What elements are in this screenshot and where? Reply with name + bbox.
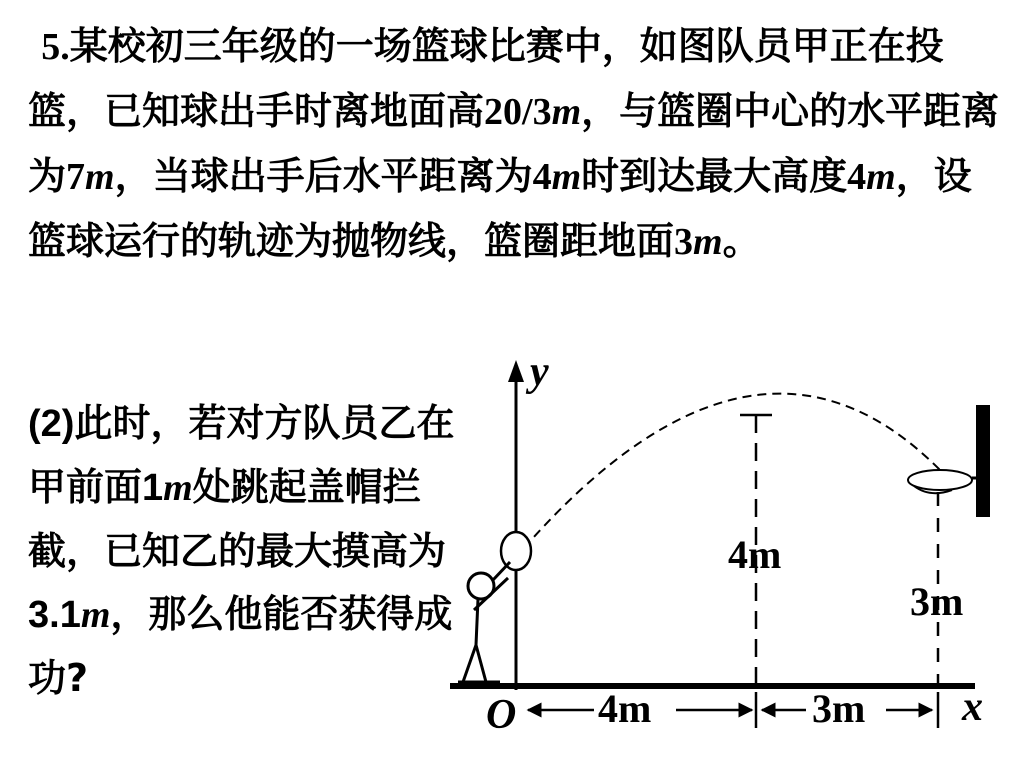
y-axis-arrow-icon	[508, 360, 524, 382]
question-label: (2)	[28, 403, 75, 445]
basketball	[501, 532, 531, 570]
problem-text-5: ，设篮球运行的轨迹为抛物线，篮圈距地面	[28, 154, 972, 263]
apex-x-value: 4	[532, 156, 552, 198]
y-axis-label: y	[530, 349, 549, 395]
unit-m: m	[80, 594, 111, 636]
question-text-2: 处跳起盖帽拦截，已知乙的最大摸高为	[28, 465, 447, 573]
question-text-3: ，那么他能否获得成功?	[28, 592, 453, 700]
apex-height-value: 4	[847, 156, 867, 198]
unit-m: m	[551, 156, 582, 198]
unit-m: m	[866, 156, 896, 198]
question-text-1: 此时，若对方队员乙在甲前面	[28, 401, 455, 509]
hoop-height-value: 3	[674, 221, 694, 263]
unit-m: m	[85, 156, 115, 198]
unit-m: m	[551, 91, 582, 133]
question-reach-value: 3.1	[28, 594, 81, 636]
player-figure-icon	[458, 562, 510, 682]
problem-text-4: 时到达最大高度	[581, 154, 848, 198]
problem-text-2: ，与篮圈中心的水平距离为	[28, 89, 1000, 198]
distance-label-1: 4m	[598, 686, 652, 731]
problem-text-6: 。	[722, 219, 761, 263]
problem-text-3: ，当球出手后水平距离为	[114, 154, 533, 198]
distance-label-2: 3m	[812, 686, 866, 731]
unit-m: m	[693, 221, 723, 263]
ball-trajectory	[524, 394, 940, 548]
apex-height-label: 4m	[728, 532, 782, 577]
problem-text-1: 某校初三年级的一场篮球比赛中，如图队员甲正在投篮，已知球出手时离地面高	[28, 24, 944, 133]
unit-m: m	[163, 467, 193, 509]
hoop	[908, 470, 972, 490]
hoop-height-label: 3m	[910, 579, 964, 624]
origin-label: O	[486, 692, 517, 738]
release-height-value: 20/3	[484, 91, 552, 133]
question-distance-value: 1	[142, 467, 164, 509]
horizontal-distance-value: 7	[66, 156, 86, 198]
x-axis-label: x	[962, 684, 983, 730]
problem-number: 5.	[41, 26, 70, 68]
backboard	[976, 405, 990, 517]
